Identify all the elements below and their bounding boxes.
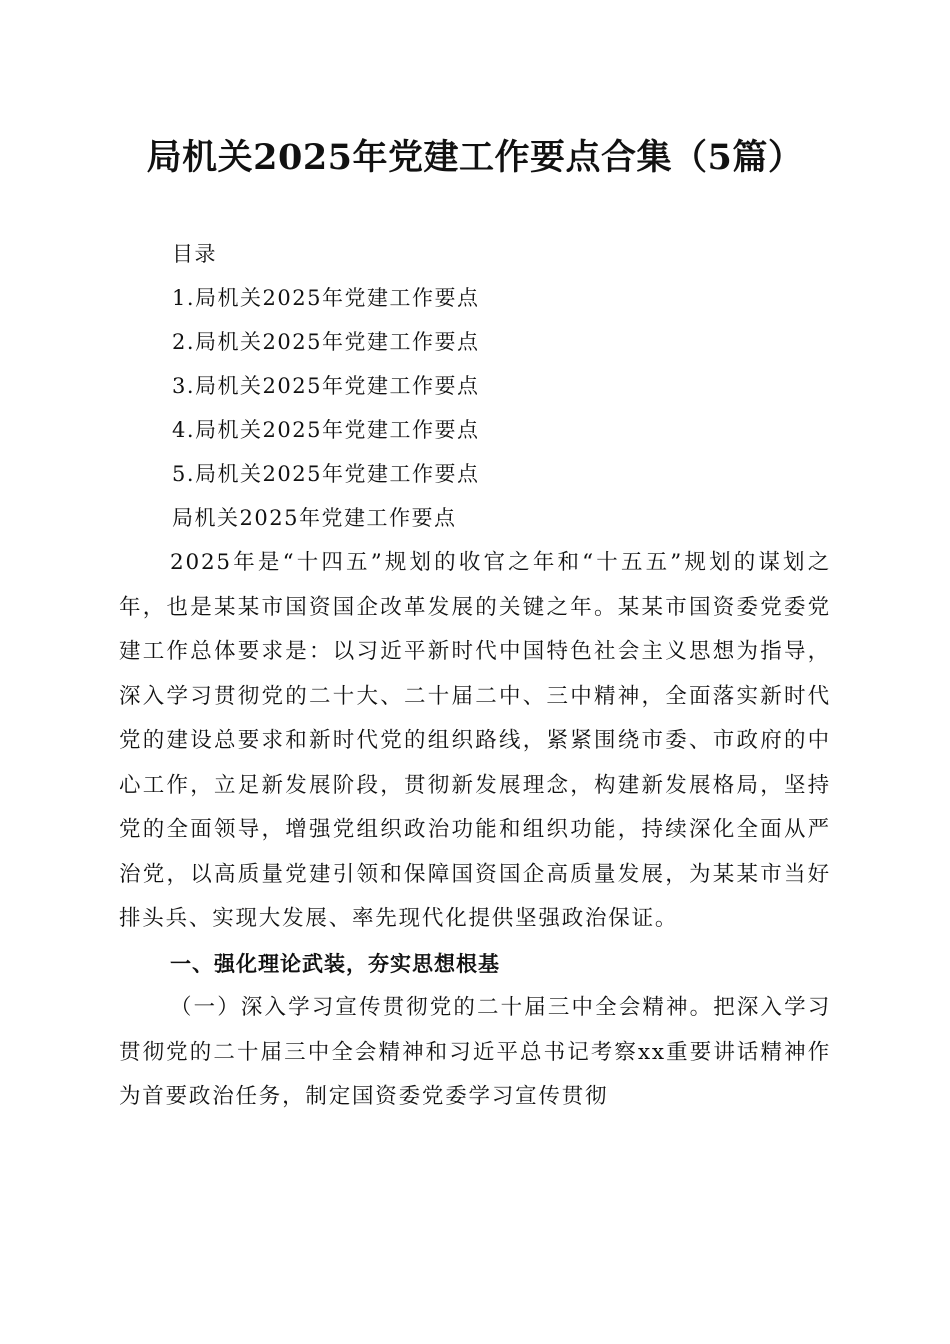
toc-item: 5.局机关2025年党建工作要点 <box>172 462 480 486</box>
article-body <box>119 541 831 1120</box>
table-of-contents <box>172 232 479 540</box>
document-title: 局机关2025年党建工作要点合集（5篇） <box>146 137 804 178</box>
toc-item: 1.局机关2025年党建工作要点 <box>172 286 480 310</box>
toc-item: 3.局机关2025年党建工作要点 <box>172 374 480 398</box>
toc-item: 4.局机关2025年党建工作要点 <box>172 418 480 442</box>
intro-paragraph: 2025年是“十四五”规划的收官之年和“十五五”规划的谋划之年，也是某某市国资国企改革发展的关键之年。某某市国资委党委党建工作总体要求是：以习近平新时代中国特色社会主义思想为指导，深入学习贯彻党的二十大、二十届二中、三中精神，全面落实新时代党的建设总要求和新时代党的组织路线，紧紧围绕市委、市政府的中心工作，立足新发展阶段，贯彻新发展理念，构建新发展格局，坚持党的全面领导，增强党组织政治功能和组织功能，持续深化全面从严治党，以高质量党建引领和保障国资国企高质量发展，为某某市当好排头兵、实现大发展、率先现代化提供坚强政治保证。 <box>119 550 831 931</box>
article-title: 局机关2025年党建工作要点 <box>172 506 457 530</box>
toc-item: 2.局机关2025年党建工作要点 <box>172 330 480 354</box>
subsection-paragraph: （一）深入学习宣传贯彻党的二十届三中全会精神。把深入学习贯彻党的二十届三中全会精神和习近平总书记考察xx重要讲话精神作为首要政治任务，制定国资委党委学习宣传贯彻 <box>119 995 831 1109</box>
toc-heading: 目录 <box>172 242 217 266</box>
section-heading: 一、强化理论武装，夯实思想根基 <box>170 951 500 976</box>
